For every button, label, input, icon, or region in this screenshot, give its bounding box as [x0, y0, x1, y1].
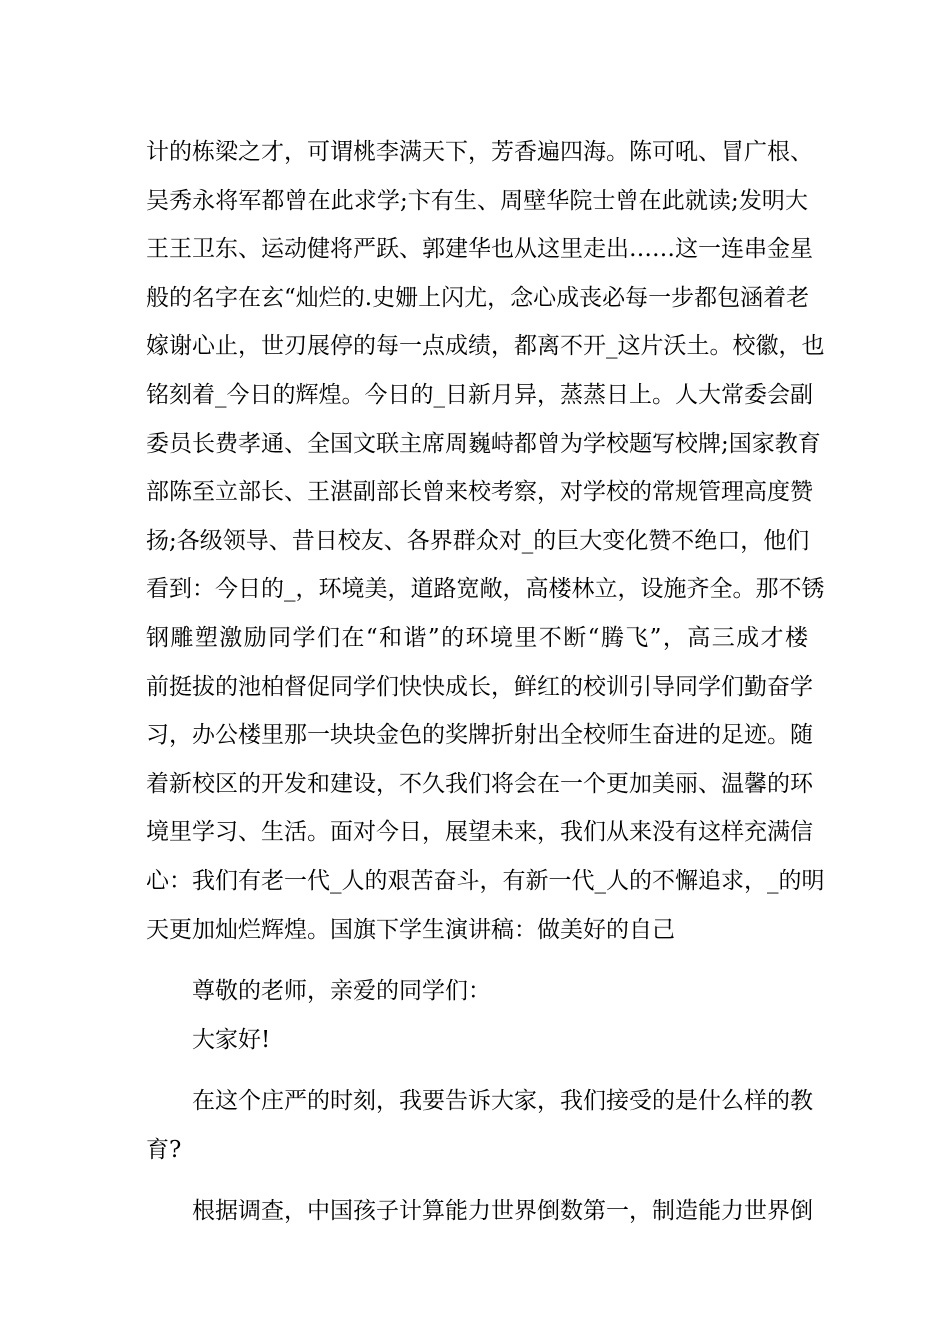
paragraph-survey [146, 1187, 813, 1236]
text-line: 吴秀永将军都曾在此求学;卞有生、周壁华院士曾在此就读;发明大 [146, 187, 808, 214]
paragraph-gap [146, 954, 808, 967]
paragraph-education-question [146, 1077, 813, 1174]
text-line: 习，办公楼里那一块块金色的奖牌折射出全校师生奋进的足迹。随 [146, 722, 813, 749]
text-line: 看到：今日的_，环境美，道路宽敞，高楼林立，设施齐全。那不锈 [146, 576, 825, 603]
text-line: 部陈至立部长、王湛副部长曾来校考察，对学校的常规管理高度赞 [146, 479, 813, 506]
text-line: 在这个庄严的时刻，我要告诉大家，我们接受的是什么样的教 [192, 1088, 813, 1115]
text-line: 王王卫东、运动健将严跃、郭建华也从这里走出……这一连串金星 [146, 236, 813, 263]
text-line: 育? [146, 1136, 182, 1163]
text-line: 心：我们有老一代_人的艰苦奋斗，有新一代_人的不懈追求，_的明 [146, 867, 825, 894]
text-line: 扬;各级领导、昔日校友、各界群众对_的巨大变化赞不绝口，他们 [146, 527, 810, 554]
text-line: 般的名字在玄“灿烂的.史姗上闪尤，念心成丧必每一步都包涵着老 [146, 284, 810, 311]
text-line: 钢雕塑激励同学们在“和谐”的环境里不断“腾飞”，高三成才楼 [146, 624, 808, 651]
text-line: 前挺拔的池柏督促同学们快快成长，鲜红的校训引导同学们勤奋学 [146, 673, 813, 700]
text-line: 铭刻着_今日的辉煌。今日的_日新月异，蒸蒸日上。人大常委会副 [146, 381, 813, 408]
text-line: 天更加灿烂辉煌。国旗下学生演讲稿：做美好的自己 [146, 916, 675, 943]
paragraph-gap [146, 1064, 808, 1077]
paragraph-school-history [146, 128, 825, 954]
text-line: 根据调查，中国孩子计算能力世界倒数第一，制造能力世界倒 [192, 1198, 813, 1225]
text-line: 着新校区的开发和建设，不久我们将会在一个更加美丽、温馨的环 [146, 770, 813, 797]
greeting: 大家好! [192, 1026, 271, 1053]
text-line: 计的栋梁之才，可谓桃李满天下，芳香遍四海。陈可吼、冒广根、 [146, 139, 813, 165]
salutation: 尊敬的老师，亲爱的同学们： [192, 978, 491, 1005]
text-line: 委员长费孝通、全国文联主席周巍峙都曾为学校题写校牌;国家教育 [146, 430, 821, 457]
text-line: 嫁谢心止，世刃展停的每一点成绩，都离不开_这片沃土。校徽，也 [146, 333, 825, 360]
paragraph-gap [146, 1174, 808, 1187]
document-body [146, 128, 825, 1236]
text-line: 境里学习、生活。面对今日，展望未来，我们从来没有这样充满信 [146, 819, 813, 846]
